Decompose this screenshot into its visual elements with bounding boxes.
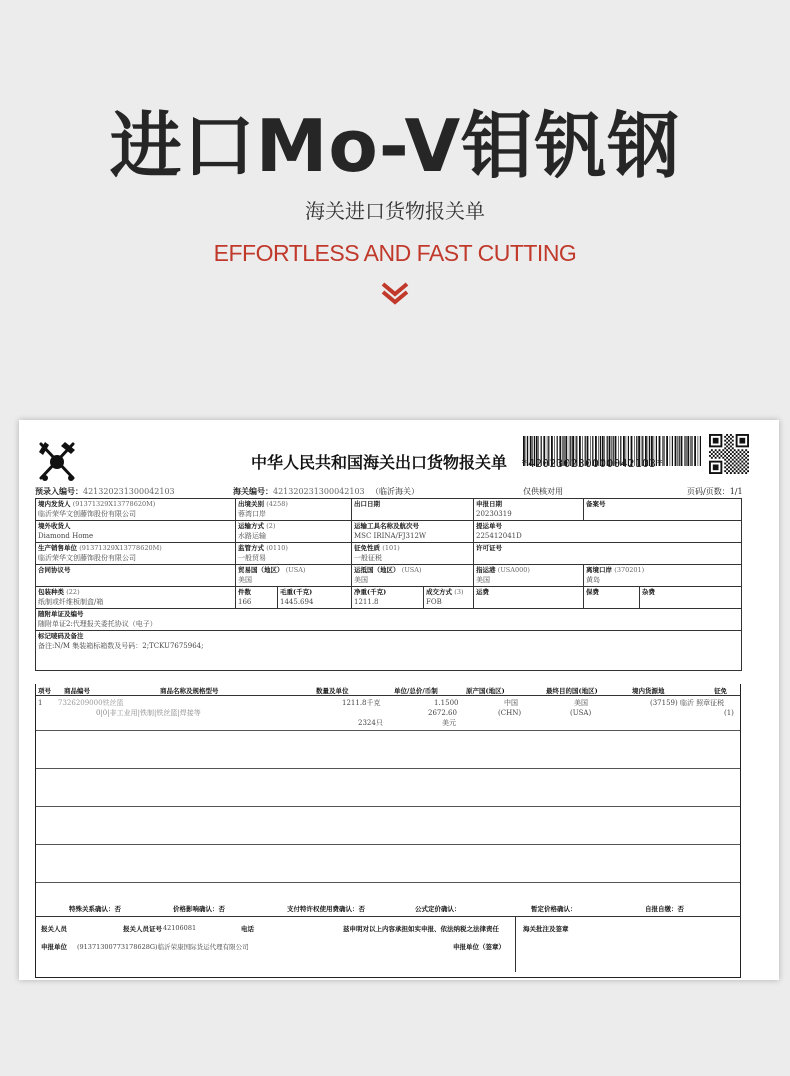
qr-code [709, 434, 749, 474]
declaration-footer [35, 904, 741, 976]
goods-dest: 美国 [574, 699, 588, 707]
declarant-cert-label: 报关人员证号 [123, 925, 162, 933]
goods-item-no: 1 [38, 699, 43, 707]
tagline: EFFORTLESS AND FAST CUTTING [213, 240, 577, 266]
transport-cell: 运输方式 (2) 水路运输 [236, 521, 352, 543]
declarant-label: 报关人员 [41, 925, 67, 933]
goods-dest-code: (USA) [570, 709, 592, 717]
contract-cell: 合同协议号 [36, 565, 236, 587]
price-influence: 价格影响确认：否 [173, 905, 225, 913]
deal-cell: 成交方式 (3) FOB [424, 587, 474, 609]
provisional-price: 暂定价格确认： [531, 905, 577, 913]
phone-label: 电话 [241, 925, 254, 933]
marks-cell: 标记唛码及备注 备注:N/M 集装箱标箱数及号码：2;TCKU7675964; [36, 631, 742, 671]
bill-cell: 提运单号 225412041D [474, 521, 742, 543]
goods-source: (37159) 临沂 照章征税 [650, 699, 725, 707]
gross-weight-cell: 毛重(千克) 1445.694 [278, 587, 352, 609]
goods-header-3: 数量及单位 [316, 687, 349, 695]
goods-code: 7326209000铁丝篮 [58, 699, 124, 707]
goods-qty2: 2324只 [358, 719, 383, 727]
trade-country-cell: 贸易国（地区） (USA) 美国 [236, 565, 352, 587]
attached-docs-cell: 随附单证及编号 随附单证2:代理报关委托协议（电子） [36, 609, 742, 631]
goods-row-divider [36, 844, 740, 845]
goods-header-7: 境内货源地 [632, 687, 665, 695]
agent-value: (91371300773178628G)临沂荣康国际货运代理有限公司 [77, 943, 249, 951]
goods-header-8: 征免 [714, 687, 727, 695]
page-count: 页码/页数：1/1 [687, 487, 743, 496]
self-pay: 自报自缴：否 [645, 905, 684, 913]
goods-row-divider [36, 882, 740, 883]
goods-row-divider [36, 768, 740, 769]
package-cell: 包装种类 (22) 纸制或纤维板制盒/箱 [36, 587, 236, 609]
misc-cell: 杂费 [640, 587, 742, 609]
customs-no: 海关编号：421320231300042103 [233, 486, 365, 496]
royalty: 支付特许权使用费确认：否 [287, 905, 365, 913]
barcode-text: *420230230000042103* [521, 457, 664, 470]
agent-label: 申报单位 [41, 943, 67, 951]
goods-qty1: 1211.8千克 [342, 699, 381, 707]
dest-country-cell: 运抵国（地区） (USA) 美国 [352, 565, 474, 587]
insurance-cell: 保费 [584, 587, 640, 609]
export-date-cell: 出口日期 [352, 499, 474, 521]
record-no-cell: 备案号 [584, 499, 742, 521]
net-weight-cell: 净重(千克) 1211.8 [352, 587, 424, 609]
page-subtitle: 海关进口货物报关单 [305, 199, 485, 223]
goods-header-4: 单位/总价/币制 [394, 687, 438, 695]
special-relation: 特殊关系确认：否 [69, 905, 121, 913]
goods-header-0: 项号 [38, 687, 51, 695]
exit-port2-cell: 离境口岸 (370201) 黄岛 [584, 565, 742, 587]
goods-exempt: (1) [724, 709, 734, 717]
agent-stamp-label: 申报单位（签章） [453, 943, 505, 951]
customs-declaration-document [19, 420, 779, 980]
goods-header-2: 商品名称及规格型号 [160, 687, 219, 695]
shipper-cell: 境内发货人 (91371329X13778620M) 临沂荣华文创藤饰股份有限公司 [36, 499, 236, 521]
verify-note: 仅供核对用 [523, 487, 563, 496]
document-title: 中华人民共和国海关出口货物报关单 [251, 453, 508, 472]
freight-cell: 运费 [474, 587, 584, 609]
goods-origin: 中国 [504, 699, 518, 707]
double-chevron-down-icon [379, 281, 411, 305]
declare-date-cell: 申报日期 20230319 [474, 499, 584, 521]
declaration-form-table [35, 498, 742, 671]
declarant-cert-value: 42106081 [163, 924, 197, 932]
consignee-cell: 境外收货人 Diamond Home [36, 521, 236, 543]
supervision-cell: 监管方式 (0110) 一般贸易 [236, 543, 352, 565]
page-title: 进口Mo-V钼钒钢 [109, 104, 681, 188]
goods-header-1: 商品编号 [64, 687, 90, 695]
customs-emblem-icon [35, 438, 81, 484]
goods-header-row [36, 684, 740, 696]
legal-statement: 兹申明对以上内容承担如实申报、依法纳税之法律责任 [343, 925, 499, 933]
goods-total: 2672.60 [428, 709, 457, 717]
dest-port-cell: 指运港 (USA000) 美国 [474, 565, 584, 587]
goods-header-6: 最终目的国(地区) [546, 687, 598, 695]
exit-port-cell: 出境关别 (4258) 蓉湾口岸 [236, 499, 352, 521]
customs-approval-label: 海关批注及签章 [523, 925, 569, 933]
goods-header-5: 原产国(地区) [466, 687, 505, 695]
goods-currency: 美元 [442, 719, 456, 727]
vessel-cell: 运输工具名称及航次号 MSC IRINA/FJ312W [352, 521, 474, 543]
goods-origin-code: (CHN) [498, 709, 522, 717]
goods-row-divider [36, 806, 740, 807]
goods-unit-price: 1.1500 [434, 699, 459, 707]
fixed-price: 公式定价确认： [415, 905, 461, 913]
license-cell: 许可证号 [474, 543, 742, 565]
producer-cell: 生产销售单位 (91371329X13778620M) 临沂荣华文创藤饰股份有限公司 [36, 543, 236, 565]
goods-row-divider [36, 730, 740, 731]
pieces-cell: 件数 166 [236, 587, 278, 609]
customs-office: （临沂海关） [371, 487, 419, 496]
tax-cell: 征免性质 (101) 一般征税 [352, 543, 474, 565]
pre-entry-label: 预录入编号：421320231300042103 [35, 486, 175, 496]
goods-spec: 0|0|非工业用|铁制|铁丝篮|焊接等 [96, 709, 201, 717]
